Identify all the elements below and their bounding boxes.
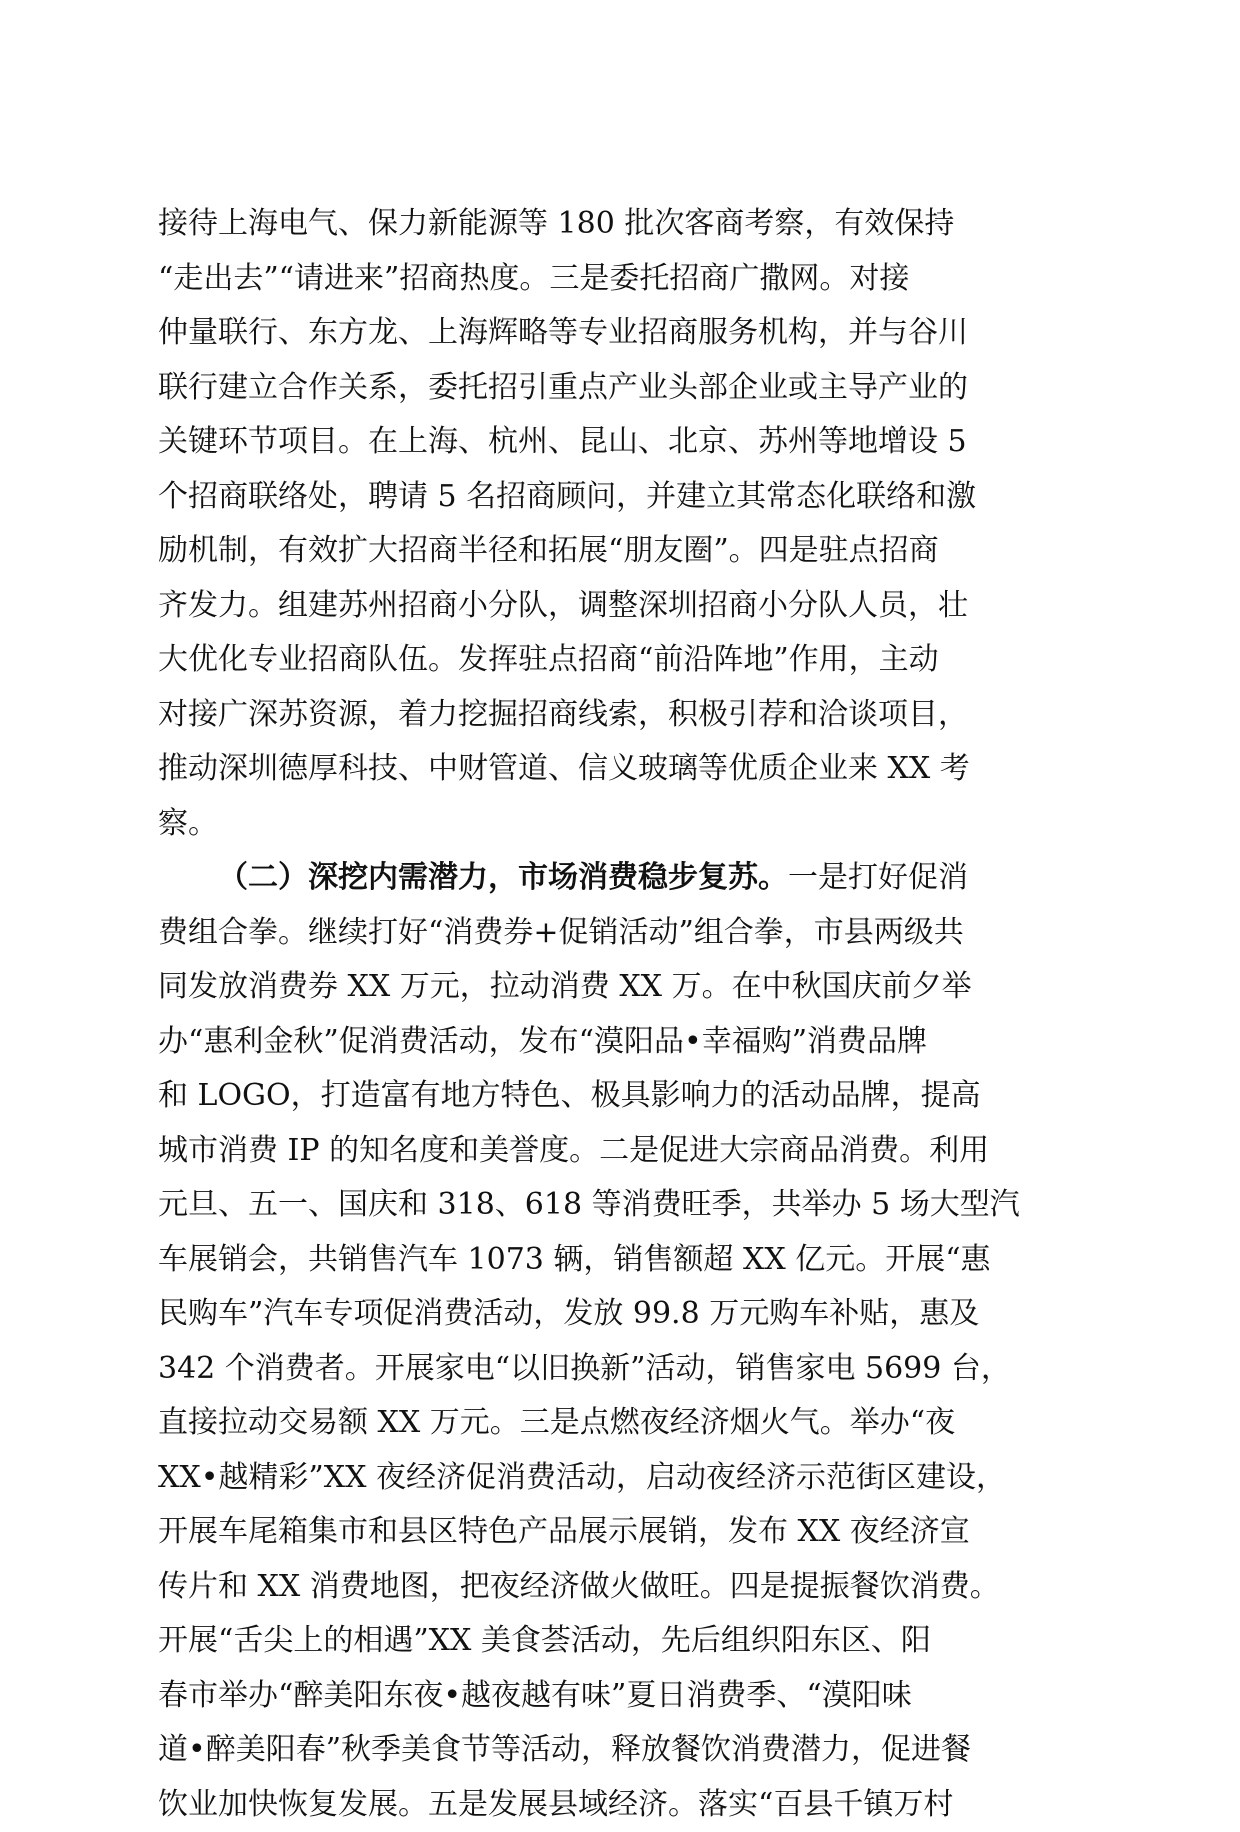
paragraph-line: 城市消费 IP 的知名度和美誉度。二是促进大宗商品消费。利用 bbox=[158, 1124, 1078, 1179]
paragraph-line: 和 LOGO，打造富有地方特色、极具影响力的活动品牌，提高 bbox=[158, 1069, 1078, 1124]
document-page bbox=[158, 197, 1078, 1832]
paragraph-line: “走出去”“请进来”招商热度。三是委托招商广撒网。对接 bbox=[158, 252, 1078, 307]
paragraph-line: 开展“舌尖上的相遇”XX 美食荟活动，先后组织阳东区、阳 bbox=[158, 1614, 1078, 1669]
paragraph-line: 开展车尾箱集市和县区特色产品展示展销，发布 XX 夜经济宣 bbox=[158, 1505, 1078, 1560]
paragraph-line: 传片和 XX 消费地图，把夜经济做火做旺。四是提振餐饮消费。 bbox=[158, 1560, 1078, 1615]
paragraph-line: 察。 bbox=[158, 797, 1078, 852]
paragraph-line: 联行建立合作关系，委托招引重点产业头部企业或主导产业的 bbox=[158, 361, 1078, 416]
paragraph-line: 对接广深苏资源，着力挖掘招商线索，积极引荐和洽谈项目， bbox=[158, 688, 1078, 743]
paragraph-line: 接待上海电气、保力新能源等 180 批次客商考察，有效保持 bbox=[158, 197, 1078, 252]
paragraph-line: XX•越精彩”XX 夜经济促消费活动，启动夜经济示范街区建设， bbox=[158, 1451, 1078, 1506]
paragraph-line: 推动深圳德厚科技、中财管道、信义玻璃等优质企业来 XX 考 bbox=[158, 742, 1078, 797]
paragraph-line: 大优化专业招商队伍。发挥驻点招商“前沿阵地”作用，主动 bbox=[158, 633, 1078, 688]
section-lead-text: 一是打好促消 bbox=[788, 860, 968, 895]
paragraph-line: 道•醉美阳春”秋季美食节等活动，释放餐饮消费潜力，促进餐 bbox=[158, 1723, 1078, 1778]
paragraph-line: 342 个消费者。开展家电“以旧换新”活动，销售家电 5699 台， bbox=[158, 1342, 1078, 1397]
paragraph-line: 关键环节项目。在上海、杭州、昆山、北京、苏州等地增设 5 bbox=[158, 415, 1078, 470]
paragraph-line: 车展销会，共销售汽车 1073 辆，销售额超 XX 亿元。开展“惠 bbox=[158, 1233, 1078, 1288]
paragraph-line: 齐发力。组建苏州招商小分队，调整深圳招商小分队人员，壮 bbox=[158, 579, 1078, 634]
section-heading: （二）深挖内需潜力，市场消费稳步复苏。 bbox=[218, 860, 788, 895]
paragraph-1 bbox=[158, 197, 1078, 851]
paragraph-line: 同发放消费券 XX 万元，拉动消费 XX 万。在中秋国庆前夕举 bbox=[158, 960, 1078, 1015]
paragraph-2 bbox=[158, 851, 1078, 1832]
paragraph-line: 仲量联行、东方龙、上海辉略等专业招商服务机构，并与谷川 bbox=[158, 306, 1078, 361]
paragraph-line: 办“惠利金秋”促消费活动，发布“漠阳品•幸福购”消费品牌 bbox=[158, 1015, 1078, 1070]
paragraph-line: 励机制，有效扩大招商半径和拓展“朋友圈”。四是驻点招商 bbox=[158, 524, 1078, 579]
paragraph-line: 直接拉动交易额 XX 万元。三是点燃夜经济烟火气。举办“夜 bbox=[158, 1396, 1078, 1451]
paragraph-line: 民购车”汽车专项促消费活动，发放 99.8 万元购车补贴，惠及 bbox=[158, 1287, 1078, 1342]
paragraph-line: 元旦、五一、国庆和 318、618 等消费旺季，共举办 5 场大型汽 bbox=[158, 1178, 1078, 1233]
paragraph-line: 费组合拳。继续打好“消费券+促销活动”组合拳，市县两级共 bbox=[158, 906, 1078, 961]
paragraph-line: 春市举办“醉美阳东夜•越夜越有味”夏日消费季、“漠阳味 bbox=[158, 1669, 1078, 1724]
paragraph-first-line bbox=[158, 851, 1078, 906]
paragraph-line: 饮业加快恢复发展。五是发展县域经济。落实“百县千镇万村 bbox=[158, 1778, 1078, 1832]
paragraph-line: 个招商联络处，聘请 5 名招商顾问，并建立其常态化联络和激 bbox=[158, 470, 1078, 525]
